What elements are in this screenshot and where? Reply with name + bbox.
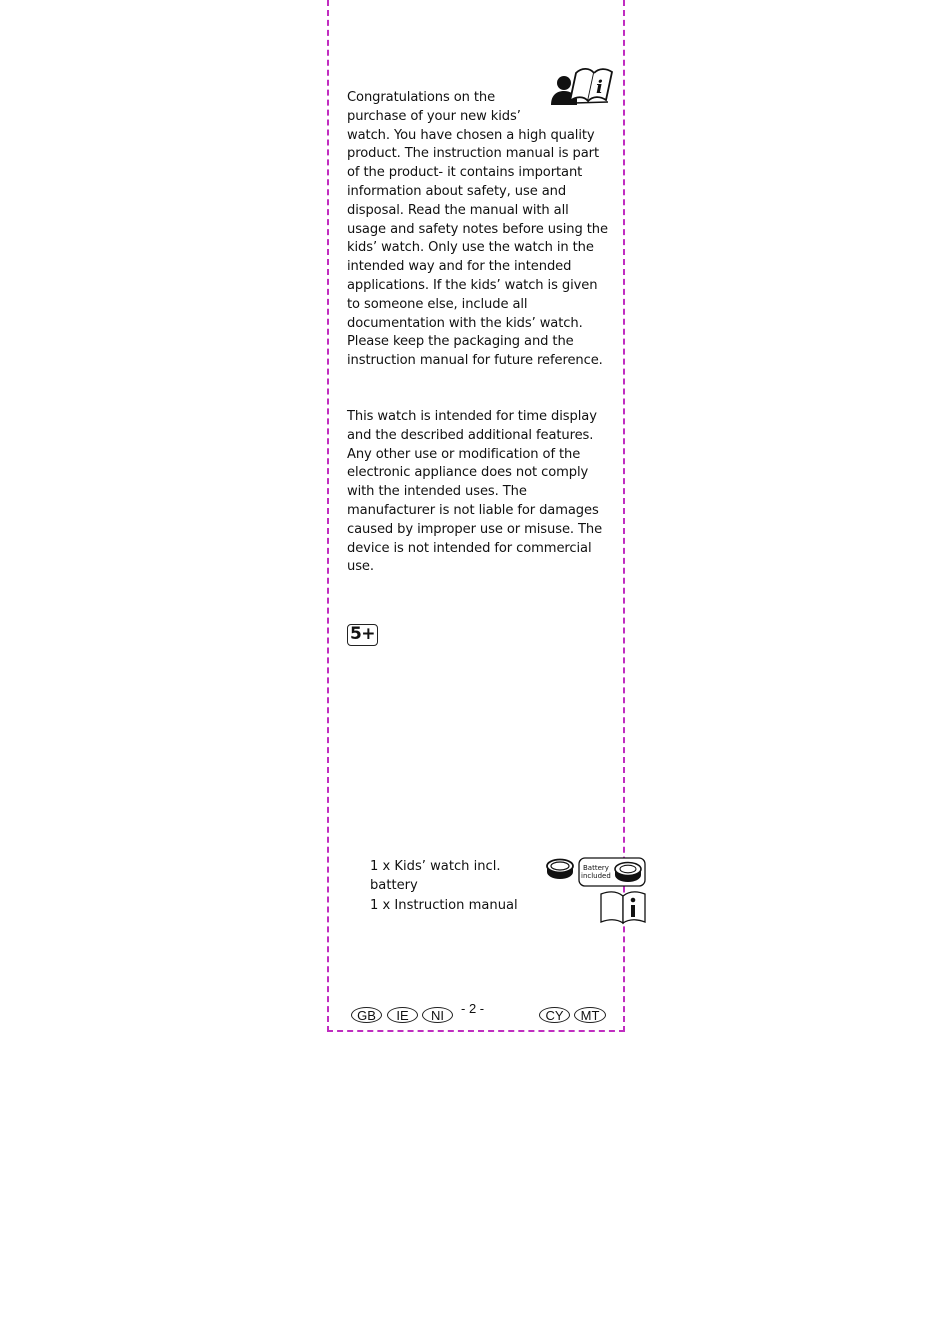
age-rating-badge: 5+ bbox=[347, 624, 378, 646]
read-manual-icon bbox=[548, 61, 614, 109]
intro-text: Congratulations on the purchase of your new kids’ watch. You have chosen a high quality product. The instruction manual is part of the product- it contains important information about safety, use and disposal. Read the manual with all usage and safety notes before using the kids’ watch. Only use the watch in the intended way and for the intended applications. If the kids’ watch is given to someone else, include all documentation with the kids’ watch. Please keep the packaging and the instruction manual for future reference. bbox=[347, 90, 608, 369]
contents-item-watch: 1 x Kids’ watch incl. bbox=[370, 859, 501, 874]
country-code-mt: MT bbox=[574, 1007, 606, 1023]
battery-label-line2: included bbox=[581, 872, 611, 880]
contents-item-watch-cont: battery bbox=[370, 878, 418, 893]
manual-page bbox=[327, 0, 625, 1032]
battery-included-icon bbox=[578, 857, 646, 887]
instruction-manual-icon bbox=[599, 890, 647, 925]
battery-included-badge bbox=[578, 857, 646, 887]
country-code-cy: CY bbox=[539, 1007, 570, 1023]
page-number: - 2 - bbox=[461, 1001, 485, 1016]
contents-item-manual: 1 x Instruction manual bbox=[370, 898, 518, 913]
intro-paragraph bbox=[347, 77, 609, 371]
svg-text:i: i bbox=[596, 77, 603, 98]
page-footer bbox=[329, 1000, 623, 1030]
intended-use-paragraph: This watch is intended for time display and the described additional features. Any other use or modification of the electronic appliance does not comply with the intended uses. The manufacturer is not liable for damages caused by improper use or misuse. The device is not intended for commercial use. bbox=[347, 409, 603, 575]
country-code-ie: IE bbox=[387, 1007, 418, 1023]
battery-label-line1: Battery bbox=[583, 864, 609, 872]
country-code-ni: NI bbox=[422, 1007, 453, 1023]
coin-battery-icon bbox=[545, 857, 575, 881]
country-code-gb: GB bbox=[351, 1007, 382, 1023]
